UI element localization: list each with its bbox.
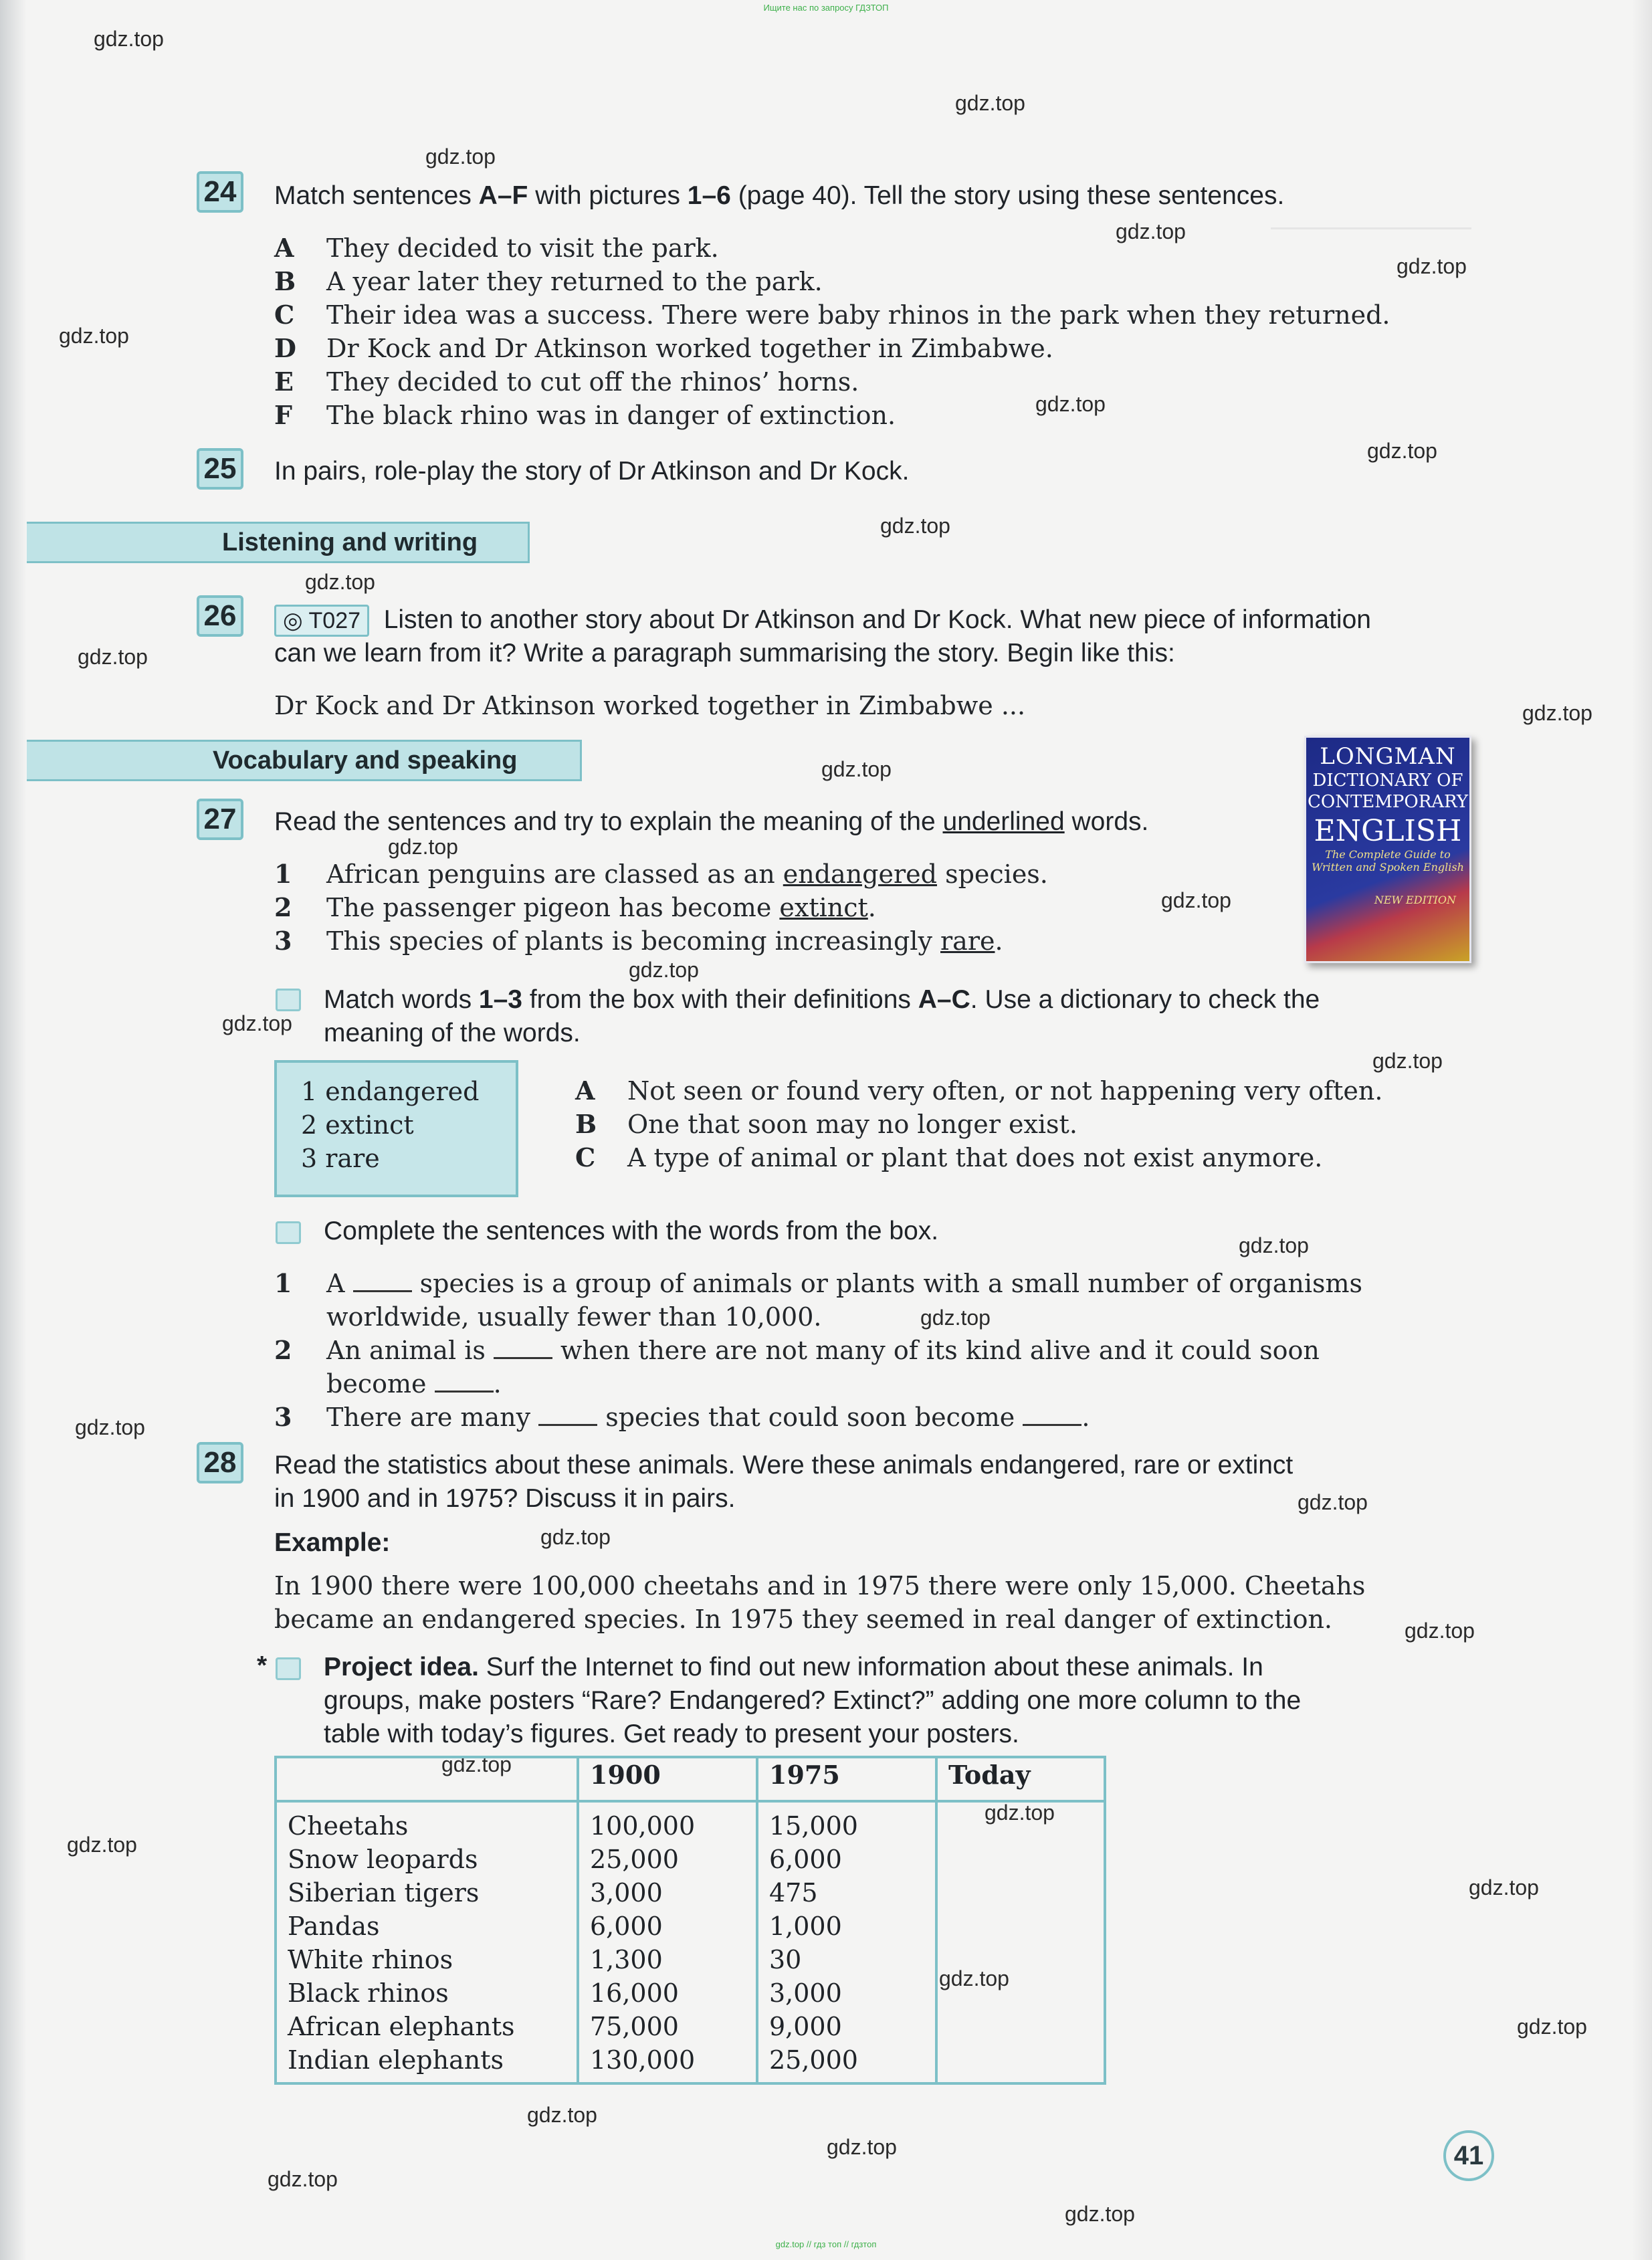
exercise-instruction: Read the statistics about these animals. Were these animals endangered, rare or extinct in 1900 and in 1975? Discuss it in pairs. <box>274 1451 1294 1513</box>
watermark: gdz.top <box>1161 888 1231 912</box>
watermark: gdz.top <box>1522 701 1592 725</box>
sentence-item: C Their idea was a success. There were baby rhinos in the park when they returned. <box>274 300 1390 330</box>
exercise-number: 27 <box>197 799 243 840</box>
watermark: gdz.top <box>59 324 129 348</box>
audio-track-badge[interactable]: ◎ T027 <box>274 605 369 637</box>
sentence-item: F The black rhino was in danger of extinction. <box>274 400 896 430</box>
watermark: gdz.top <box>1298 1490 1368 1514</box>
page-number: 41 <box>1443 2130 1494 2181</box>
task-checkbox-icon <box>276 1657 301 1680</box>
watermark: gdz.top <box>222 1011 292 1035</box>
table-row: Pandas 6,000 1,000 <box>276 1910 1105 1943</box>
table-header <box>276 1757 578 1801</box>
watermark: gdz.top <box>920 1306 991 1330</box>
exercise-number: 24 <box>197 171 243 213</box>
watermark: gdz.top <box>955 91 1025 115</box>
bleed-through-decoration <box>1271 227 1471 249</box>
audio-disc-icon: ◎ <box>283 608 303 633</box>
watermark: gdz.top <box>78 645 148 669</box>
watermark: gdz.top <box>939 1966 1009 1990</box>
watermark: gdz.top <box>527 2103 597 2127</box>
definition-item: C A type of animal or plant that does not exist anymore. <box>575 1142 1323 1172</box>
watermark: gdz.top <box>540 1525 611 1549</box>
watermark: gdz.top <box>305 570 375 594</box>
table-row: Black rhinos 16,000 3,000 <box>276 1976 1105 2010</box>
sentence-item: 3 This species of plants is becoming increasingly rare. <box>274 926 1003 956</box>
table-row: White rhinos 1,300 30 <box>276 1943 1105 1976</box>
watermark: gdz.top <box>821 757 892 781</box>
begin-text: Dr Kock and Dr Atkinson worked together in Zimbabwe ... <box>274 691 1026 720</box>
section-heading: Listening and writing <box>27 522 530 563</box>
gap-sentence: 2 An animal is when there are not many of its kind alive and it could soon <box>274 1335 1320 1365</box>
exercise-instruction: Match sentences A–F with pictures 1–6 (page 40). Tell the story using these sentences. <box>274 181 1285 210</box>
table-row: African elephants 75,000 9,000 <box>276 2010 1105 2043</box>
watermark: gdz.top <box>1239 1233 1309 1257</box>
example-text: In 1900 there were 100,000 cheetahs and in 1975 there were only 15,000. Cheetahs <box>274 1571 1366 1601</box>
watermark: gdz.top <box>1367 439 1437 463</box>
word-box <box>274 1060 518 1197</box>
sentence-item: 2 The passenger pigeon has become extinct. <box>274 892 876 922</box>
watermark: gdz.top <box>1116 219 1186 243</box>
exercise-number: 25 <box>197 448 243 490</box>
watermark: gdz.top <box>425 144 496 169</box>
sentence-item: A They decided to visit the park. <box>274 233 719 263</box>
watermark: gdz.top <box>985 1801 1055 1825</box>
complete-instruction: Complete the sentences with the words from the box. <box>324 1217 939 1245</box>
table-header: 1975 <box>757 1757 936 1801</box>
watermark: gdz.top <box>1065 2202 1135 2226</box>
definition-item: B One that soon may no longer exist. <box>575 1109 1077 1139</box>
gap-sentence-continued: become . <box>326 1369 502 1399</box>
watermark: gdz.top <box>388 835 458 859</box>
exercise-number: 26 <box>197 595 243 637</box>
watermark: gdz.top <box>67 1833 137 1857</box>
sentence-item: 1 African penguins are classed as an endangered species. <box>274 859 1048 889</box>
word-box-item: 2 extinct <box>301 1110 414 1140</box>
gap-sentence: 1 A species is a group of animals or plants with a small number of organisms <box>274 1268 1363 1298</box>
watermark: gdz.top <box>75 1415 145 1439</box>
optional-star: * <box>257 1651 268 1680</box>
watermark: gdz.top <box>1405 1619 1475 1643</box>
watermark: gdz.top <box>1469 1875 1539 1899</box>
sentence-item: E They decided to cut off the rhinos’ horns. <box>274 367 859 397</box>
project-instruction: Project idea. Surf the Internet to find out new information about these animals. In groups, make posters “Rare? Endangered? Extinct?” adding one more column to the table with today’s figures. Get ready to present your posters. <box>324 1653 1302 1748</box>
watermark: gdz.top <box>827 2135 897 2159</box>
table-header: Today <box>936 1757 1105 1801</box>
section-heading: Vocabulary and speaking <box>27 740 582 781</box>
watermark: gdz.top <box>1517 2015 1587 2039</box>
word-box-item: 1 endangered <box>301 1077 480 1106</box>
sentence-item: D Dr Kock and Dr Atkinson worked together in Zimbabwe. <box>274 333 1053 363</box>
gap-sentence: 3 There are many species that could soon become . <box>274 1402 1090 1432</box>
watermark: gdz.top <box>1372 1049 1443 1073</box>
watermark: gdz.top <box>1397 254 1467 278</box>
animal-statistics-table <box>274 1756 1106 2085</box>
table-row: Snow leopards 25,000 6,000 <box>276 1843 1105 1876</box>
exercise-instruction: Read the sentences and try to explain the meaning of the underlined words. <box>274 807 1149 836</box>
table-row: Siberian tigers 3,000 475 <box>276 1876 1105 1910</box>
match-instruction: Match words 1–3 from the box with their definitions A–C. Use a dictionary to check the meaning of the words. <box>324 985 1320 1047</box>
exercise-number: 28 <box>197 1442 243 1483</box>
task-checkbox-icon <box>276 989 301 1011</box>
definition-item: A Not seen or found very often, or not happening very often. <box>575 1075 1383 1106</box>
watermark: gdz.top <box>441 1752 512 1776</box>
watermark: gdz.top <box>94 27 164 51</box>
watermark: gdz.top <box>1035 392 1106 416</box>
table-row: Cheetahs 100,000 15,000 <box>276 1801 1105 1843</box>
table-row: Indian elephants 130,000 25,000 <box>276 2043 1105 2083</box>
example-label: Example: <box>274 1528 391 1557</box>
task-checkbox-icon <box>276 1221 301 1244</box>
watermark: gdz.top <box>880 514 950 538</box>
exercise-instruction: ◎ T027 Listen to another story about Dr Atkinson and Dr Kock. What new piece of information can we learn from it? Write a paragraph summarising the story. Begin like this: <box>274 605 1371 667</box>
watermark: gdz.top <box>268 2167 338 2191</box>
table-header: 1900 <box>578 1757 757 1801</box>
example-text: became an endangered species. In 1975 they seemed in real danger of extinction. <box>274 1605 1333 1634</box>
sentence-item: B A year later they returned to the park. <box>274 266 823 296</box>
top-banner: Ищите нас по запросу ГДЗТОП <box>763 3 889 13</box>
watermark: gdz.top <box>629 958 699 982</box>
bottom-banner: gdz.top // гдз топ // гдзтоп <box>775 2239 877 2249</box>
word-box-item: 3 rare <box>301 1144 380 1173</box>
gap-sentence-continued: worldwide, usually fewer than 10,000. <box>326 1302 822 1332</box>
dictionary-cover-image: LONGMAN DICTIONARY OF CONTEMPORARY ENGLISH The Complete Guide to Written and Spoken English NEW EDITION <box>1304 736 1471 963</box>
exercise-instruction: In pairs, role-play the story of Dr Atkinson and Dr Kock. <box>274 457 910 486</box>
table-header-row <box>276 1757 1105 1801</box>
